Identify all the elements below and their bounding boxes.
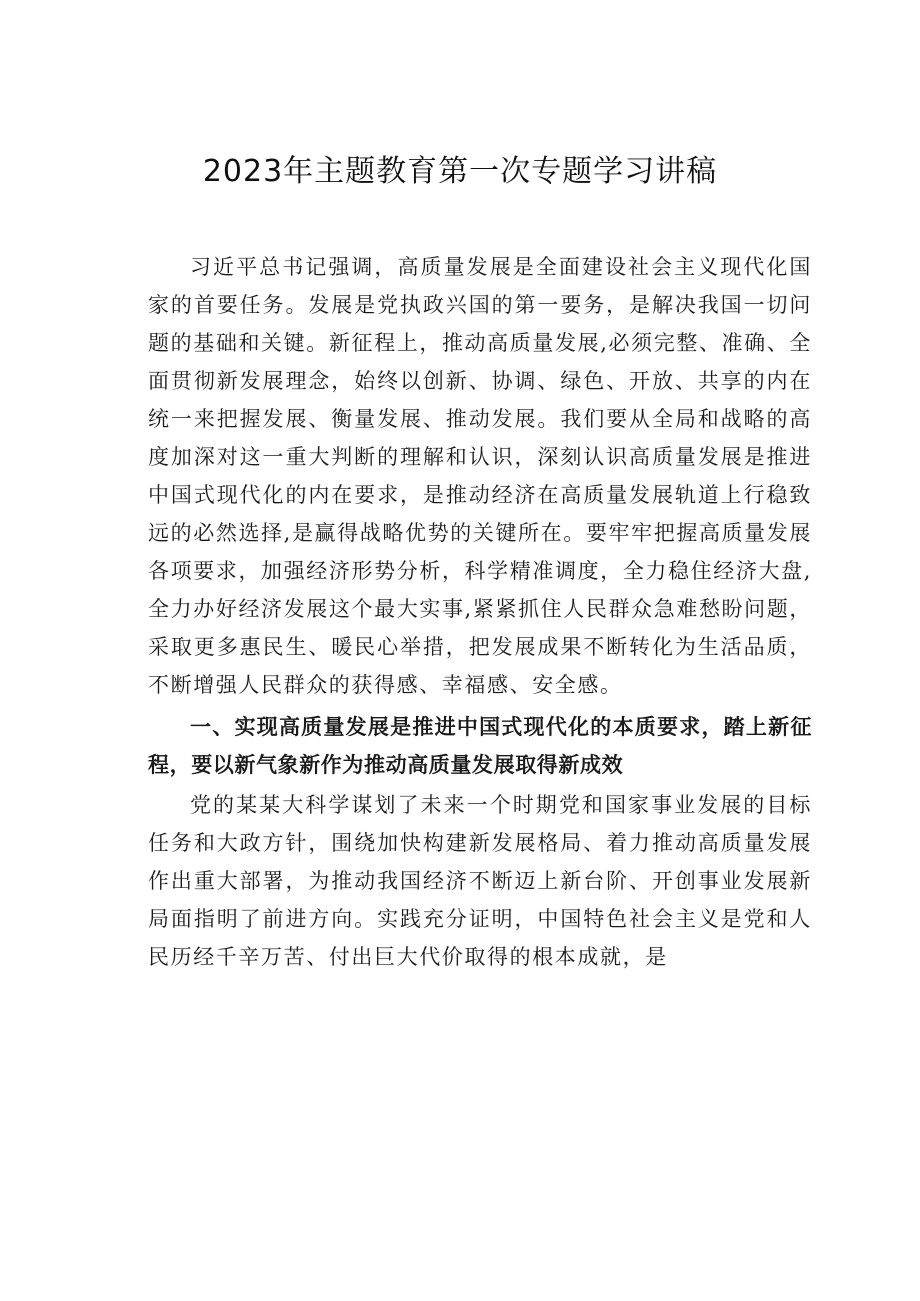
document-body	[148, 248, 812, 976]
paragraph-section-1: 党的某某大科学谋划了未来一个时期党和国家事业发展的目标任务和大政方针，围绕加快构建新发展格局、着力推动高质量发展作出重大部署，为推动我国经济不断迈上新台阶、开创事业发展新局面指明了前进方向。实践充分证明，中国特色社会主义是党和人民历经千辛万苦、付出巨大代价取得的根本成就，是	[148, 793, 812, 969]
paragraph-intro: 习近平总书记强调，高质量发展是全面建设社会主义现代化国家的首要任务。发展是党执政兴国的第一要务，是解决我国一切问题的基础和关键。新征程上，推动高质量发展,必须完整、准确、全面贯彻新发展理念，始终以创新、协调、绿色、开放、共享的内在统一来把握发展、衡量发展、推动发展。我们要从全局和战略的高度加深对这一重大判断的理解和认识，深刻认识高质量发展是推进中国式现代化的内在要求，是推动经济在高质量发展轨道上行稳致远的必然选择,是赢得战略优势的关键所在。要牢牢把握高质量发展各项要求，加强经济形势分析，科学精准调度，全力稳住经济大盘,全力办好经济发展这个最大实事,紧紧抓住人民群众急难愁盼问题，采取更多惠民生、暖民心举措，把发展成果不断转化为生活品质，不断增强人民群众的获得感、幸福感、安全感。	[148, 255, 812, 697]
document-title: 2023年主题教育第一次专题学习讲稿	[202, 154, 718, 189]
section-heading-1: 一、实现高质量发展是推进中国式现代化的本质要求，踏上新征程，要以新气象新作为推动高质量发展取得新成效	[148, 715, 812, 777]
